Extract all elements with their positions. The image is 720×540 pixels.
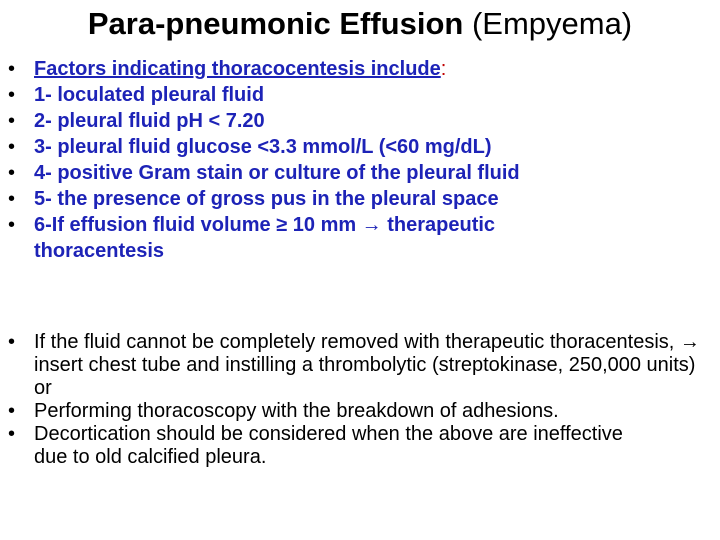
bullet-icon: • (8, 110, 16, 132)
factor-item (8, 186, 714, 212)
management-list (8, 331, 714, 469)
bullet-icon: • (8, 162, 16, 184)
bullet-icon: • (8, 214, 16, 236)
factor-text: 1- loculated pleural fluid (34, 84, 265, 106)
factor-text: 2- pleural fluid pH < 7.20 (34, 110, 265, 132)
slide-title (0, 4, 720, 44)
factors-heading-colon: : (440, 58, 447, 80)
bullet-icon: • (8, 58, 16, 80)
bullet-icon: • (8, 188, 16, 210)
factor-item (8, 82, 714, 108)
management-text: If the fluid cannot be completely removed with therapeutic thoracentesis, → insert chest tube and instilling a thrombolytic (streptokinase, 250,000 units) or (34, 331, 700, 399)
factor-text: 6-If effusion fluid volume ≥ 10 mm → therapeutic thoracentesis (34, 214, 496, 262)
management-text: Performing thoracoscopy with the breakdown of adhesions. (34, 400, 559, 422)
factor-item (8, 108, 714, 134)
factor-item (8, 212, 594, 264)
factor-item (8, 134, 714, 160)
title-main: Para-pneumonic Effusion (87, 6, 464, 41)
factor-item (8, 160, 714, 186)
factor-text: 3- pleural fluid glucose <3.3 mmol/L (<60 mg/dL) (34, 136, 492, 158)
factors-heading-item (8, 56, 714, 82)
title-sub: (Empyema) (463, 6, 633, 41)
management-item (8, 423, 654, 469)
factors-list (8, 56, 714, 264)
factors-heading: Factors indicating thoracocentesis include (34, 58, 441, 80)
management-item (8, 331, 714, 400)
bullet-icon: • (8, 136, 16, 158)
management-item (8, 400, 714, 423)
bullet-icon: • (8, 331, 16, 353)
bullet-icon: • (8, 84, 16, 106)
bullet-icon: • (8, 423, 16, 445)
bullet-icon: • (8, 400, 16, 422)
management-text: Decortication should be considered when the above are ineffective due to old calcified pleura. (34, 423, 623, 468)
factor-text: 5- the presence of gross pus in the pleural space (34, 188, 499, 210)
factor-text: 4- positive Gram stain or culture of the pleural fluid (34, 162, 520, 184)
